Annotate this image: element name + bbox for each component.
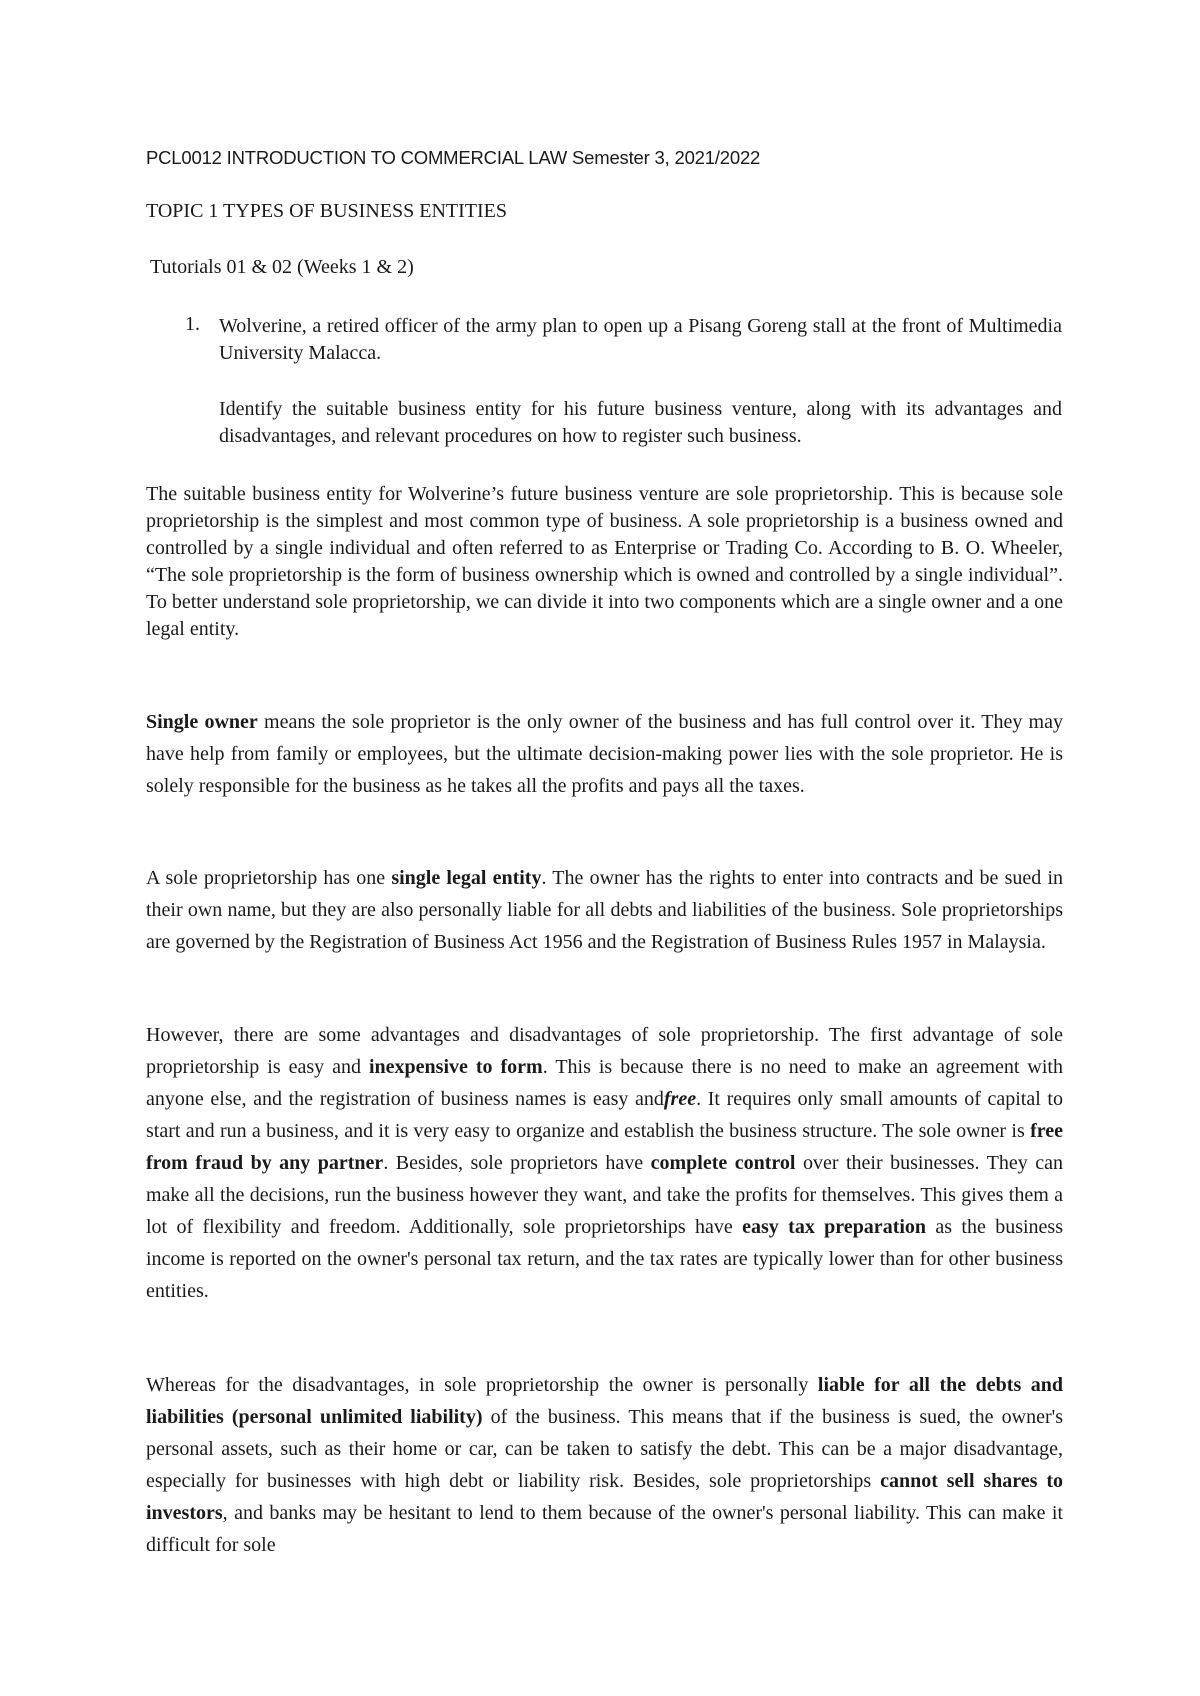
- legal-entity-text-after: . The owner has the rights to enter into contracts and be sued in their own name, but they are also personally liable for all debts and liabilities of the business. Sole proprietorships are governed by the Registration of Business Act 1956 and the Registration of Business Rules 1957 in Malaysia.: [146, 867, 1064, 953]
- disadvantages-text-2: of the business. This means that if the business is sued, the owner's personal assets, such as their home or car, can be taken to satisfy the debt. This can be a major disadvantage, especially for businesses with high debt or liability risk. Besides, sole proprietorships: [146, 1406, 1064, 1492]
- advantages-text-6: as the business income is reported on the owner's personal tax return, and the tax rates are typically lower than for other business entities.: [146, 1216, 1063, 1302]
- legal-entity-term: single legal entity: [391, 867, 542, 889]
- question-task: Identify the suitable business entity for his future business venture, along with its advantages and disadvantages, and relevant procedures on how to register such business.: [219, 398, 1062, 447]
- advantages-text-3: . It requires only small amounts of capital to start and run a business, and it is very easy to organize and establish the business structure. The sole owner is: [146, 1088, 1063, 1142]
- advantages-text-4: . Besides, sole proprietors have: [383, 1152, 651, 1174]
- answer-intro-paragraph: The suitable business entity for Wolverine’s future business venture are sole proprietorship. This is because sole proprietorship is the simplest and most common type of business. A sole proprietorship is a business owned and controlled by a single individual and often referred to as Enterprise or Trading Co. According to B. O. Wheeler, “The sole proprietorship is the form of business ownership which is owned and controlled by a single individual”. To better understand sole proprietorship, we can divide it into two components which are a single owner and a one legal entity.: [146, 483, 1063, 640]
- advantage-complete-control: complete control: [650, 1152, 796, 1174]
- advantage-easy-tax-preparation: easy tax preparation: [742, 1216, 927, 1238]
- disadvantages-paragraph: [146, 1369, 1063, 1561]
- advantages-paragraph: [146, 1019, 1063, 1307]
- course-header: PCL0012 INTRODUCTION TO COMMERCIAL LAW Semester 3, 2021/2022: [146, 147, 761, 168]
- advantages-text-5: over their businesses. They can make all the decisions, run the business however they want, and take the profits for themselves. This gives them a lot of flexibility and freedom. Additionally, sole proprietorships have: [146, 1152, 1063, 1238]
- disadvantage-cannot-sell-shares: cannot sell shares to investors: [146, 1470, 1063, 1524]
- legal-entity-text-before: A sole proprietorship has one: [146, 867, 392, 889]
- advantage-free-from-fraud: free from fraud by any partner: [146, 1120, 1063, 1174]
- advantages-text-2: . This is because there is no need to make an agreement with anyone else, and the registration of business names is easy and: [146, 1056, 1063, 1110]
- disadvantage-unlimited-liability: liable for all the debts and liabilities (personal unlimited liability): [146, 1374, 1063, 1428]
- single-owner-term: Single owner: [146, 711, 258, 733]
- question-scenario: Wolverine, a retired officer of the army plan to open up a Pisang Goreng stall at the front of Multimedia University Malacca.: [219, 315, 1062, 364]
- single-owner-paragraph: [146, 706, 1063, 802]
- advantage-inexpensive-to-form: inexpensive to form: [369, 1056, 543, 1078]
- question-number: 1.: [185, 313, 200, 335]
- advantage-free: free: [663, 1088, 697, 1110]
- disadvantages-text-3: , and banks may be hesitant to lend to them because of the owner's personal liability. This can make it difficult for sole: [146, 1502, 1063, 1556]
- disadvantages-text-1: Whereas for the disadvantages, in sole proprietorship the owner is personally: [146, 1374, 818, 1396]
- tutorials-subheading: Tutorials 01 & 02 (Weeks 1 & 2): [150, 256, 414, 278]
- legal-entity-paragraph: [146, 862, 1063, 958]
- advantages-text-1: However, there are some advantages and disadvantages of sole proprietorship. The first advantage of sole proprietorship is easy and: [146, 1024, 1063, 1078]
- topic-heading: TOPIC 1 TYPES OF BUSINESS ENTITIES: [146, 200, 507, 222]
- single-owner-text: means the sole proprietor is the only owner of the business and has full control over it. They may have help from family or employees, but the ultimate decision-making power lies with the sole proprietor. He is solely responsible for the business as he takes all the profits and pays all the taxes.: [146, 711, 1063, 797]
